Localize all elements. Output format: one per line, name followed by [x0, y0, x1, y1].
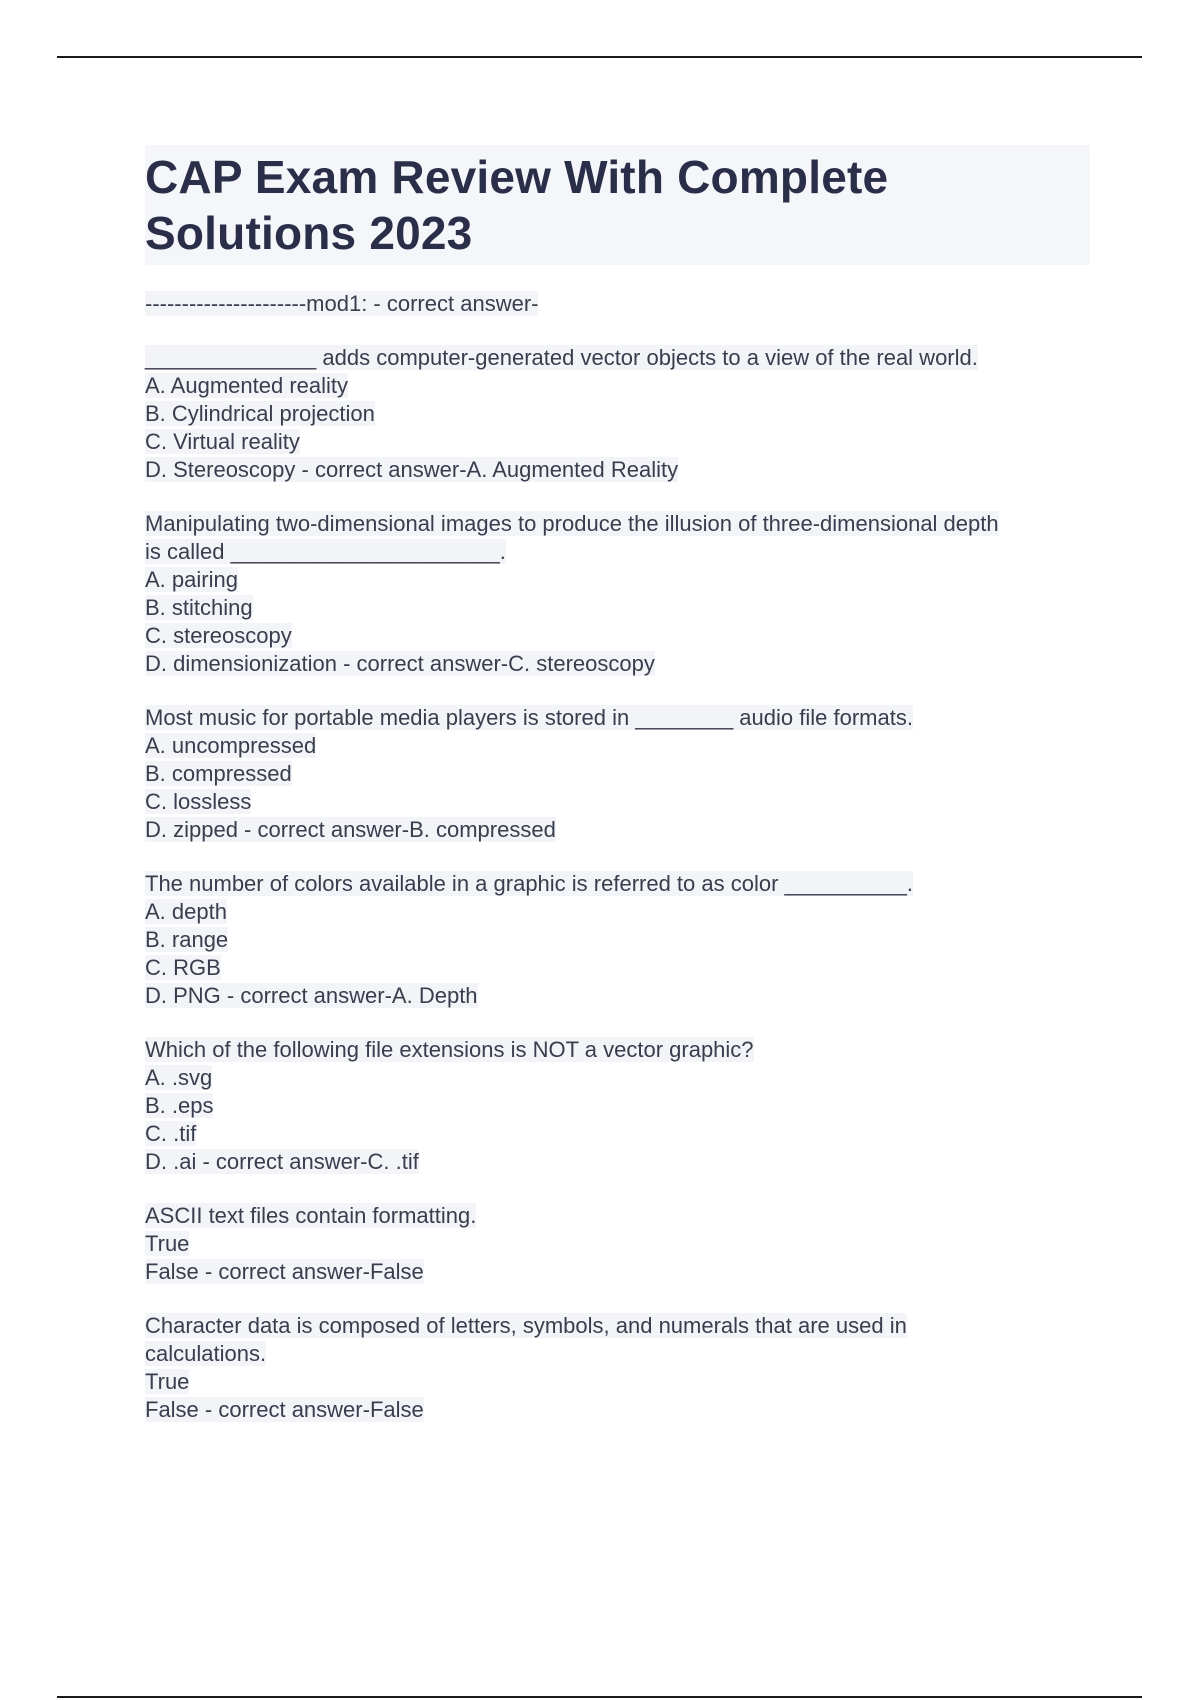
- question-block: [145, 870, 1090, 1010]
- option-line: B. compressed: [145, 761, 292, 786]
- question-line: Character data is composed of letters, symbols, and numerals that are used in: [145, 1313, 907, 1338]
- option-line: B. range: [145, 927, 229, 952]
- section-intro: [145, 290, 1090, 318]
- answer-line: D. Stereoscopy - correct answer-A. Augmented Reality: [145, 457, 679, 482]
- answer-line: D. zipped - correct answer-B. compressed: [145, 817, 556, 842]
- option-line: C. stereoscopy: [145, 623, 292, 648]
- option-line: C. RGB: [145, 955, 221, 980]
- question-line: Most music for portable media players is stored in ________ audio file formats.: [145, 705, 913, 730]
- document-body: [145, 145, 1090, 1424]
- question-line: is called ______________________.: [145, 539, 506, 564]
- question-block: [145, 1312, 1090, 1424]
- question-line: calculations.: [145, 1341, 267, 1366]
- option-line: True: [145, 1231, 190, 1256]
- answer-line: False - correct answer-False: [145, 1397, 424, 1422]
- option-line: A. .svg: [145, 1065, 213, 1090]
- option-line: A. uncompressed: [145, 733, 317, 758]
- intro-text: ----------------------mod1: - correct answer-: [145, 291, 539, 316]
- question-line: ASCII text files contain formatting.: [145, 1203, 477, 1228]
- question-block: [145, 510, 1090, 678]
- question-block: [145, 1036, 1090, 1176]
- footer-rule: [57, 1696, 1142, 1698]
- question-line: ______________ adds computer-generated vector objects to a view of the real world.: [145, 345, 978, 370]
- answer-line: D. PNG - correct answer-A. Depth: [145, 983, 478, 1008]
- question-block: [145, 344, 1090, 484]
- title-line: Solutions 2023: [145, 207, 473, 259]
- question-line: Which of the following file extensions is NOT a vector graphic?: [145, 1037, 754, 1062]
- question-line: The number of colors available in a graphic is referred to as color __________.: [145, 871, 914, 896]
- title-line: CAP Exam Review With Complete: [145, 151, 889, 203]
- option-line: B. Cylindrical projection: [145, 401, 375, 426]
- document-title: [145, 145, 1090, 265]
- answer-line: False - correct answer-False: [145, 1259, 424, 1284]
- option-line: C. Virtual reality: [145, 429, 300, 454]
- answer-line: D. .ai - correct answer-C. .tif: [145, 1149, 419, 1174]
- header-rule: [57, 56, 1142, 58]
- option-line: A. depth: [145, 899, 227, 924]
- question-block: [145, 1202, 1090, 1286]
- option-line: C. .tif: [145, 1121, 197, 1146]
- option-line: C. lossless: [145, 789, 252, 814]
- option-line: True: [145, 1369, 190, 1394]
- option-line: B. stitching: [145, 595, 253, 620]
- question-line: Manipulating two-dimensional images to produce the illusion of three-dimensional depth: [145, 511, 999, 536]
- option-line: A. Augmented reality: [145, 373, 349, 398]
- option-line: A. pairing: [145, 567, 238, 592]
- answer-line: D. dimensionization - correct answer-C. stereoscopy: [145, 651, 655, 676]
- question-block: [145, 704, 1090, 844]
- option-line: B. .eps: [145, 1093, 214, 1118]
